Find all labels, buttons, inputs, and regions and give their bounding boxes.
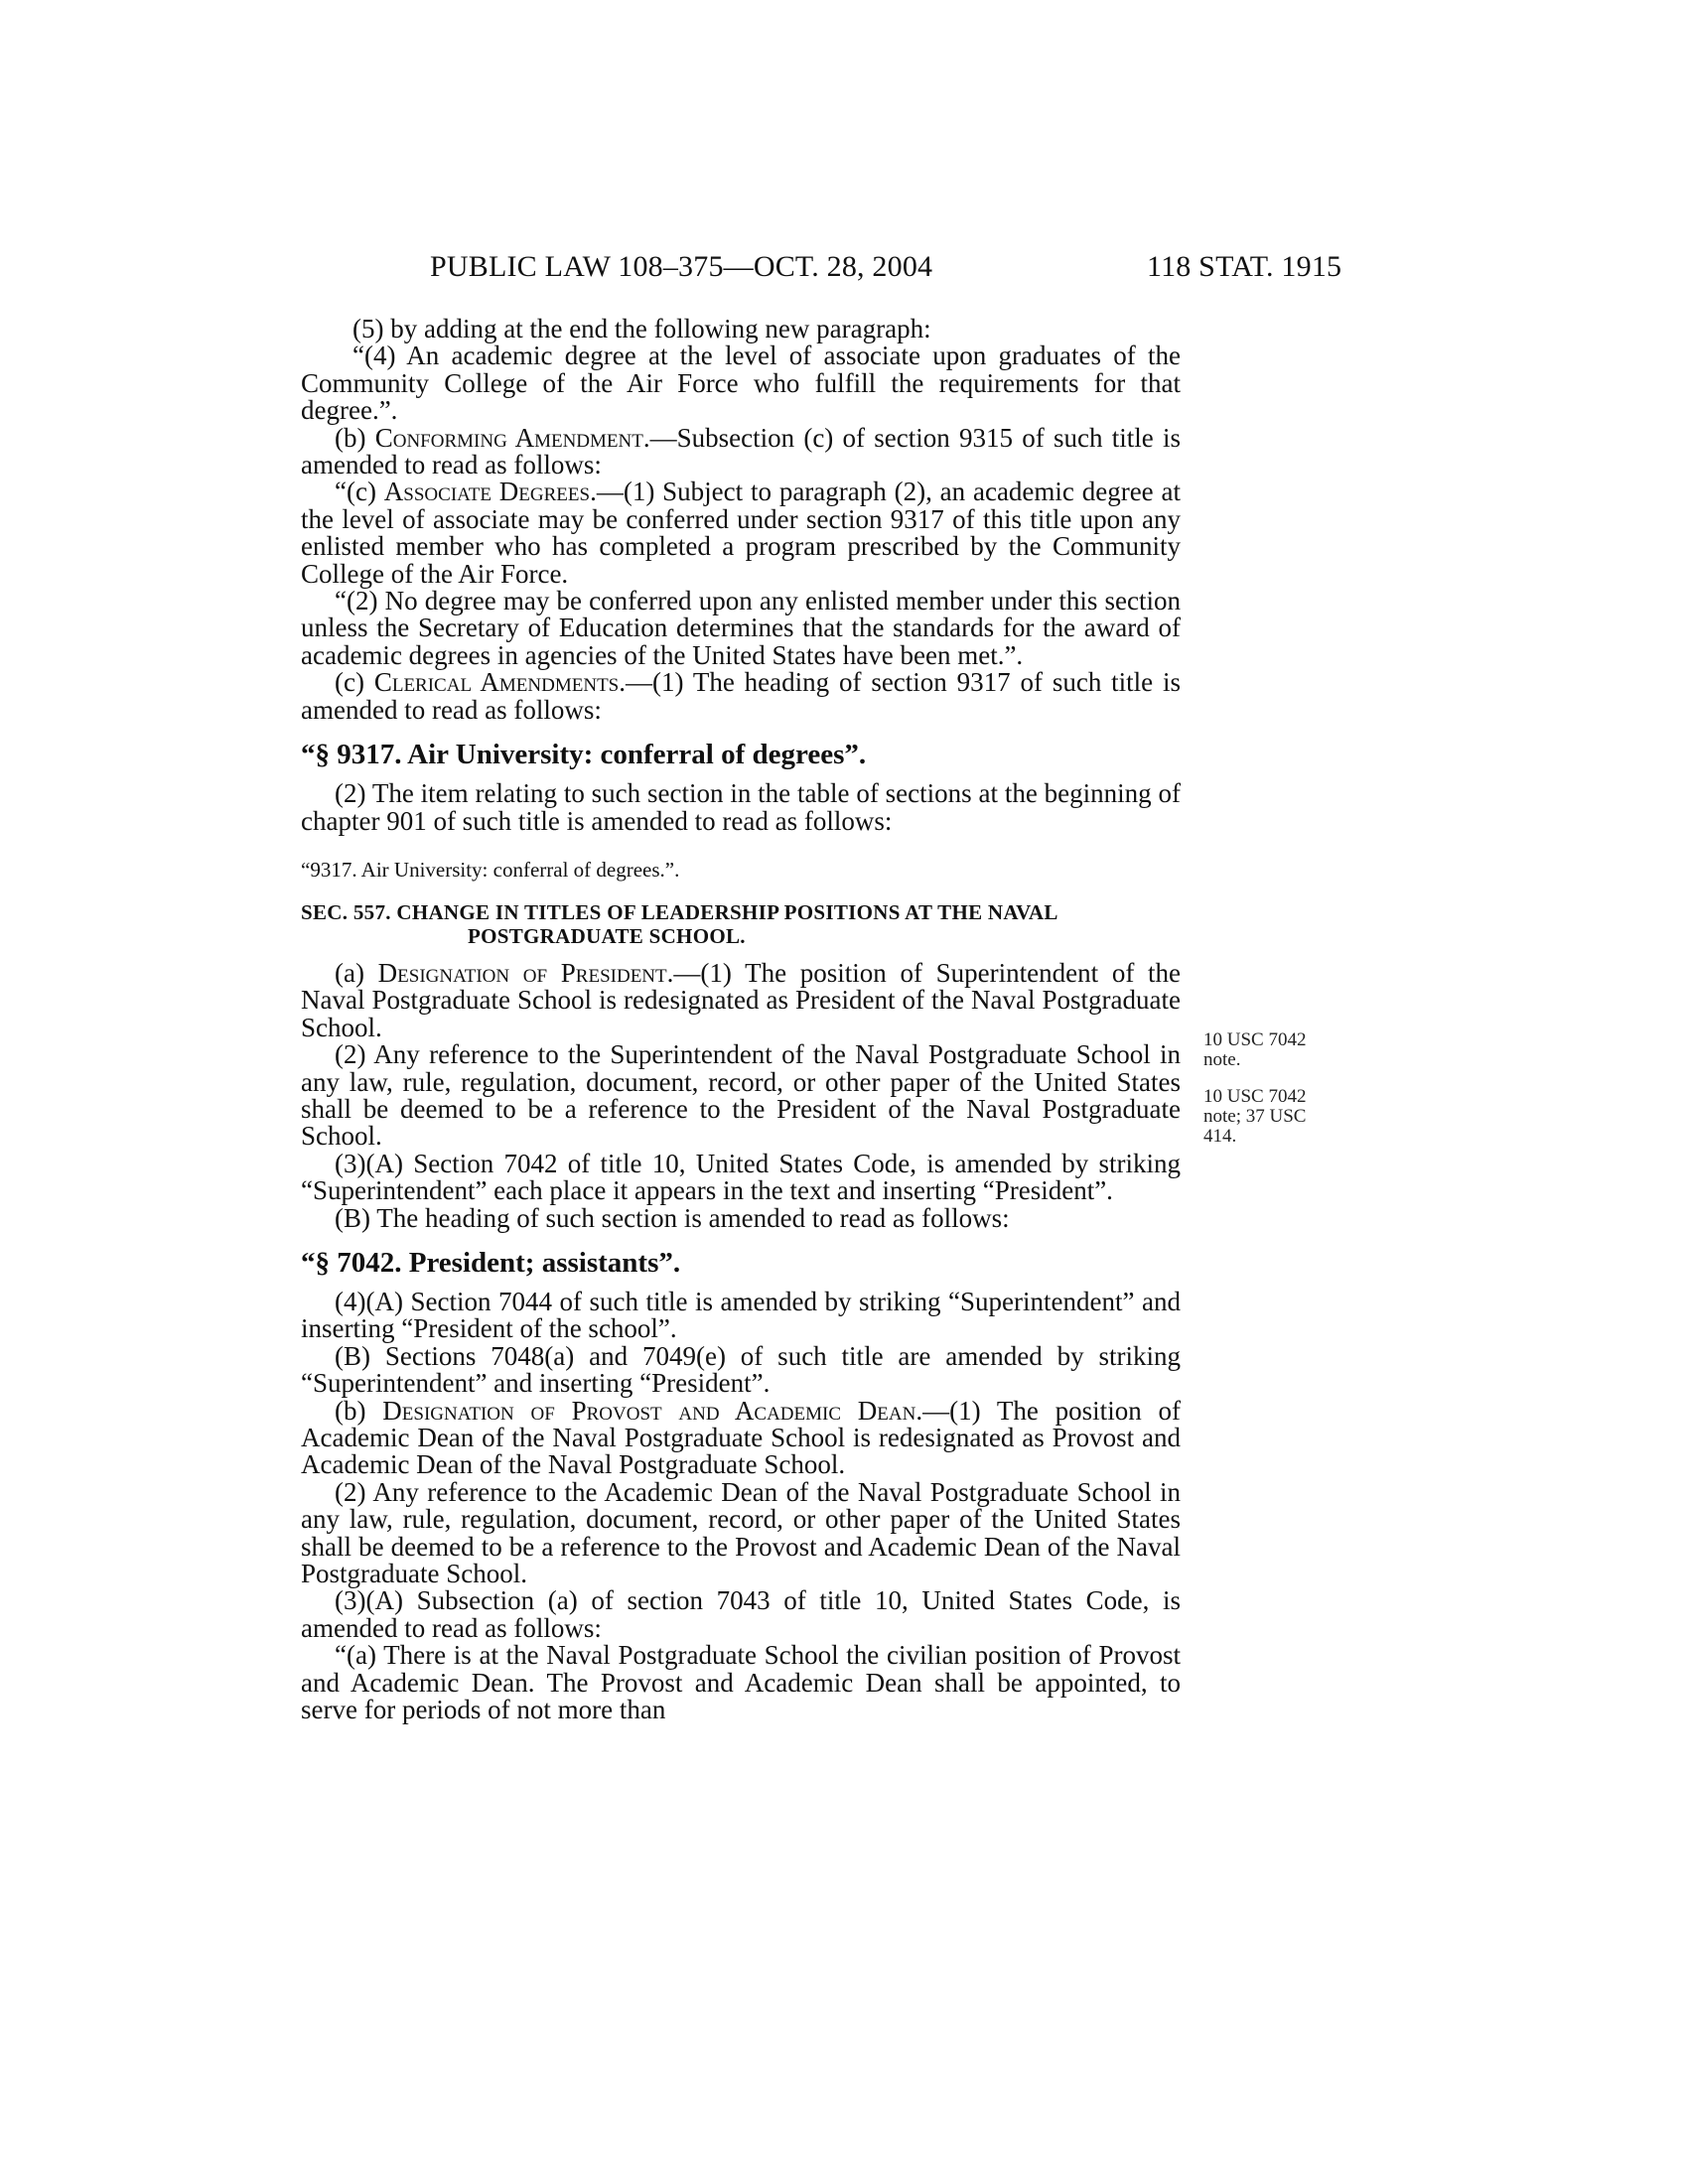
text: .—(1) The position of Superintendent of the Naval Postgraduate School is redesignated as President of the Naval Postgraduate School. — [301, 957, 1181, 1042]
text: .—Subsection (c) of section 9315 of such title is amended to read as follows: — [301, 422, 1181, 480]
paragraph — [301, 669, 1181, 724]
text: .—(1) The position of Academic Dean of the Naval Postgraduate School is redesignated as Provost and Academic Dean of the Naval Postgraduate School. — [301, 1395, 1181, 1480]
statute-page-number: 118 STAT. 1915 — [1147, 250, 1342, 283]
table-of-sections-item: “9317. Air University: conferral of degrees.”. — [301, 857, 680, 882]
paragraph: (B) The heading of such section is amended to read as follows: — [335, 1202, 1010, 1233]
margin-note-2: 10 USC 7042 note; 37 USC 414. — [1203, 1086, 1307, 1147]
paragraph: (2) Any reference to the Academic Dean of the Naval Postgraduate School in any law, rule, regulation, document, record, or other paper of the United States shall be deemed to be a reference to the Provost and Academic Dean of the Naval Postgraduate School. — [301, 1476, 1181, 1589]
document-body — [301, 316, 1181, 1723]
paragraph: “(2) No degree may be conferred upon any enlisted member under this section unless the Secretary of Education determines that the standards for the award of academic degrees in agencies of the United States have been met.”. — [301, 586, 1181, 670]
margin-note-1: 10 USC 7042 note. — [1203, 1029, 1307, 1070]
paragraph — [301, 478, 1181, 588]
paragraph: (B) Sections 7048(a) and 7049(e) of such title are amended by striking “Superintendent” and inserting “President”. — [301, 1340, 1181, 1399]
paragraph: (2) Any reference to the Superintendent of the Naval Postgraduate School in any law, rule, regulation, document, record, or other paper of the United States shall be deemed to be a reference to the President of the Naval Postgraduate School. — [301, 1039, 1181, 1152]
section-heading-7042: “§ 7042. President; assistants”. — [301, 1246, 681, 1279]
subsection-heading: Clerical Amendments — [373, 667, 620, 698]
subsection-heading: Conforming Amendment — [374, 422, 643, 453]
paragraph — [301, 422, 1181, 480]
section-heading-9317: “§ 9317. Air University: conferral of degrees”. — [301, 739, 867, 771]
text: (c) — [335, 667, 374, 698]
paragraph: (2) The item relating to such section in the table of sections at the beginning of chapter 901 of such title is amended to read as follows: — [301, 778, 1181, 836]
section-title-557: SEC. 557. CHANGE IN TITLES OF LEADERSHIP POSITIONS AT THE NAVAL POSTGRADUATE SCHOOL. — [301, 899, 1057, 948]
subsection-heading: Designation of Provost and Academic Dean — [382, 1395, 916, 1426]
text: (b) — [335, 1395, 383, 1426]
paragraph — [301, 1395, 1181, 1480]
running-title: PUBLIC LAW 108–375—OCT. 28, 2004 — [430, 250, 933, 283]
subsection-heading: Associate Degrees — [383, 477, 591, 507]
paragraph: “(a) There is at the Naval Postgraduate School the civilian position of Provost and Academic Dean. The Provost and Academic Dean shall be appointed, to serve for periods of not more than — [301, 1640, 1181, 1725]
text: .—(1) The heading of section 9317 of such title is amended to read as follows: — [301, 667, 1182, 725]
paragraph: (3)(A) Section 7042 of title 10, United States Code, is amended by striking “Superintendent” each place it appears in the text and inserting “President”. — [301, 1148, 1181, 1206]
text: (a) — [335, 957, 378, 988]
paragraph — [301, 957, 1181, 1042]
paragraph: “(4) An academic degree at the level of associate upon graduates of the Community College of the Air Force who fulfill the requirements for that degree.”. — [301, 341, 1181, 426]
text: .—(1) Subject to paragraph (2), an academic degree at the level of associate may be conferred under section 9317 of this title upon any enlisted member who has completed a program prescribed by the Community College of the Air Force. — [301, 477, 1181, 589]
text: (b) — [335, 422, 375, 453]
paragraph: (5) by adding at the end the following new paragraph: — [352, 314, 931, 343]
paragraph: (3)(A) Subsection (a) of section 7043 of title 10, United States Code, is amended to read as follows: — [301, 1585, 1181, 1643]
page-header — [0, 250, 1688, 294]
subsection-heading: Designation of President — [377, 957, 667, 988]
text: “(c) — [335, 477, 384, 507]
paragraph: (4)(A) Section 7044 of such title is amended by striking “Superintendent” and inserting “President of the school”. — [301, 1286, 1181, 1344]
